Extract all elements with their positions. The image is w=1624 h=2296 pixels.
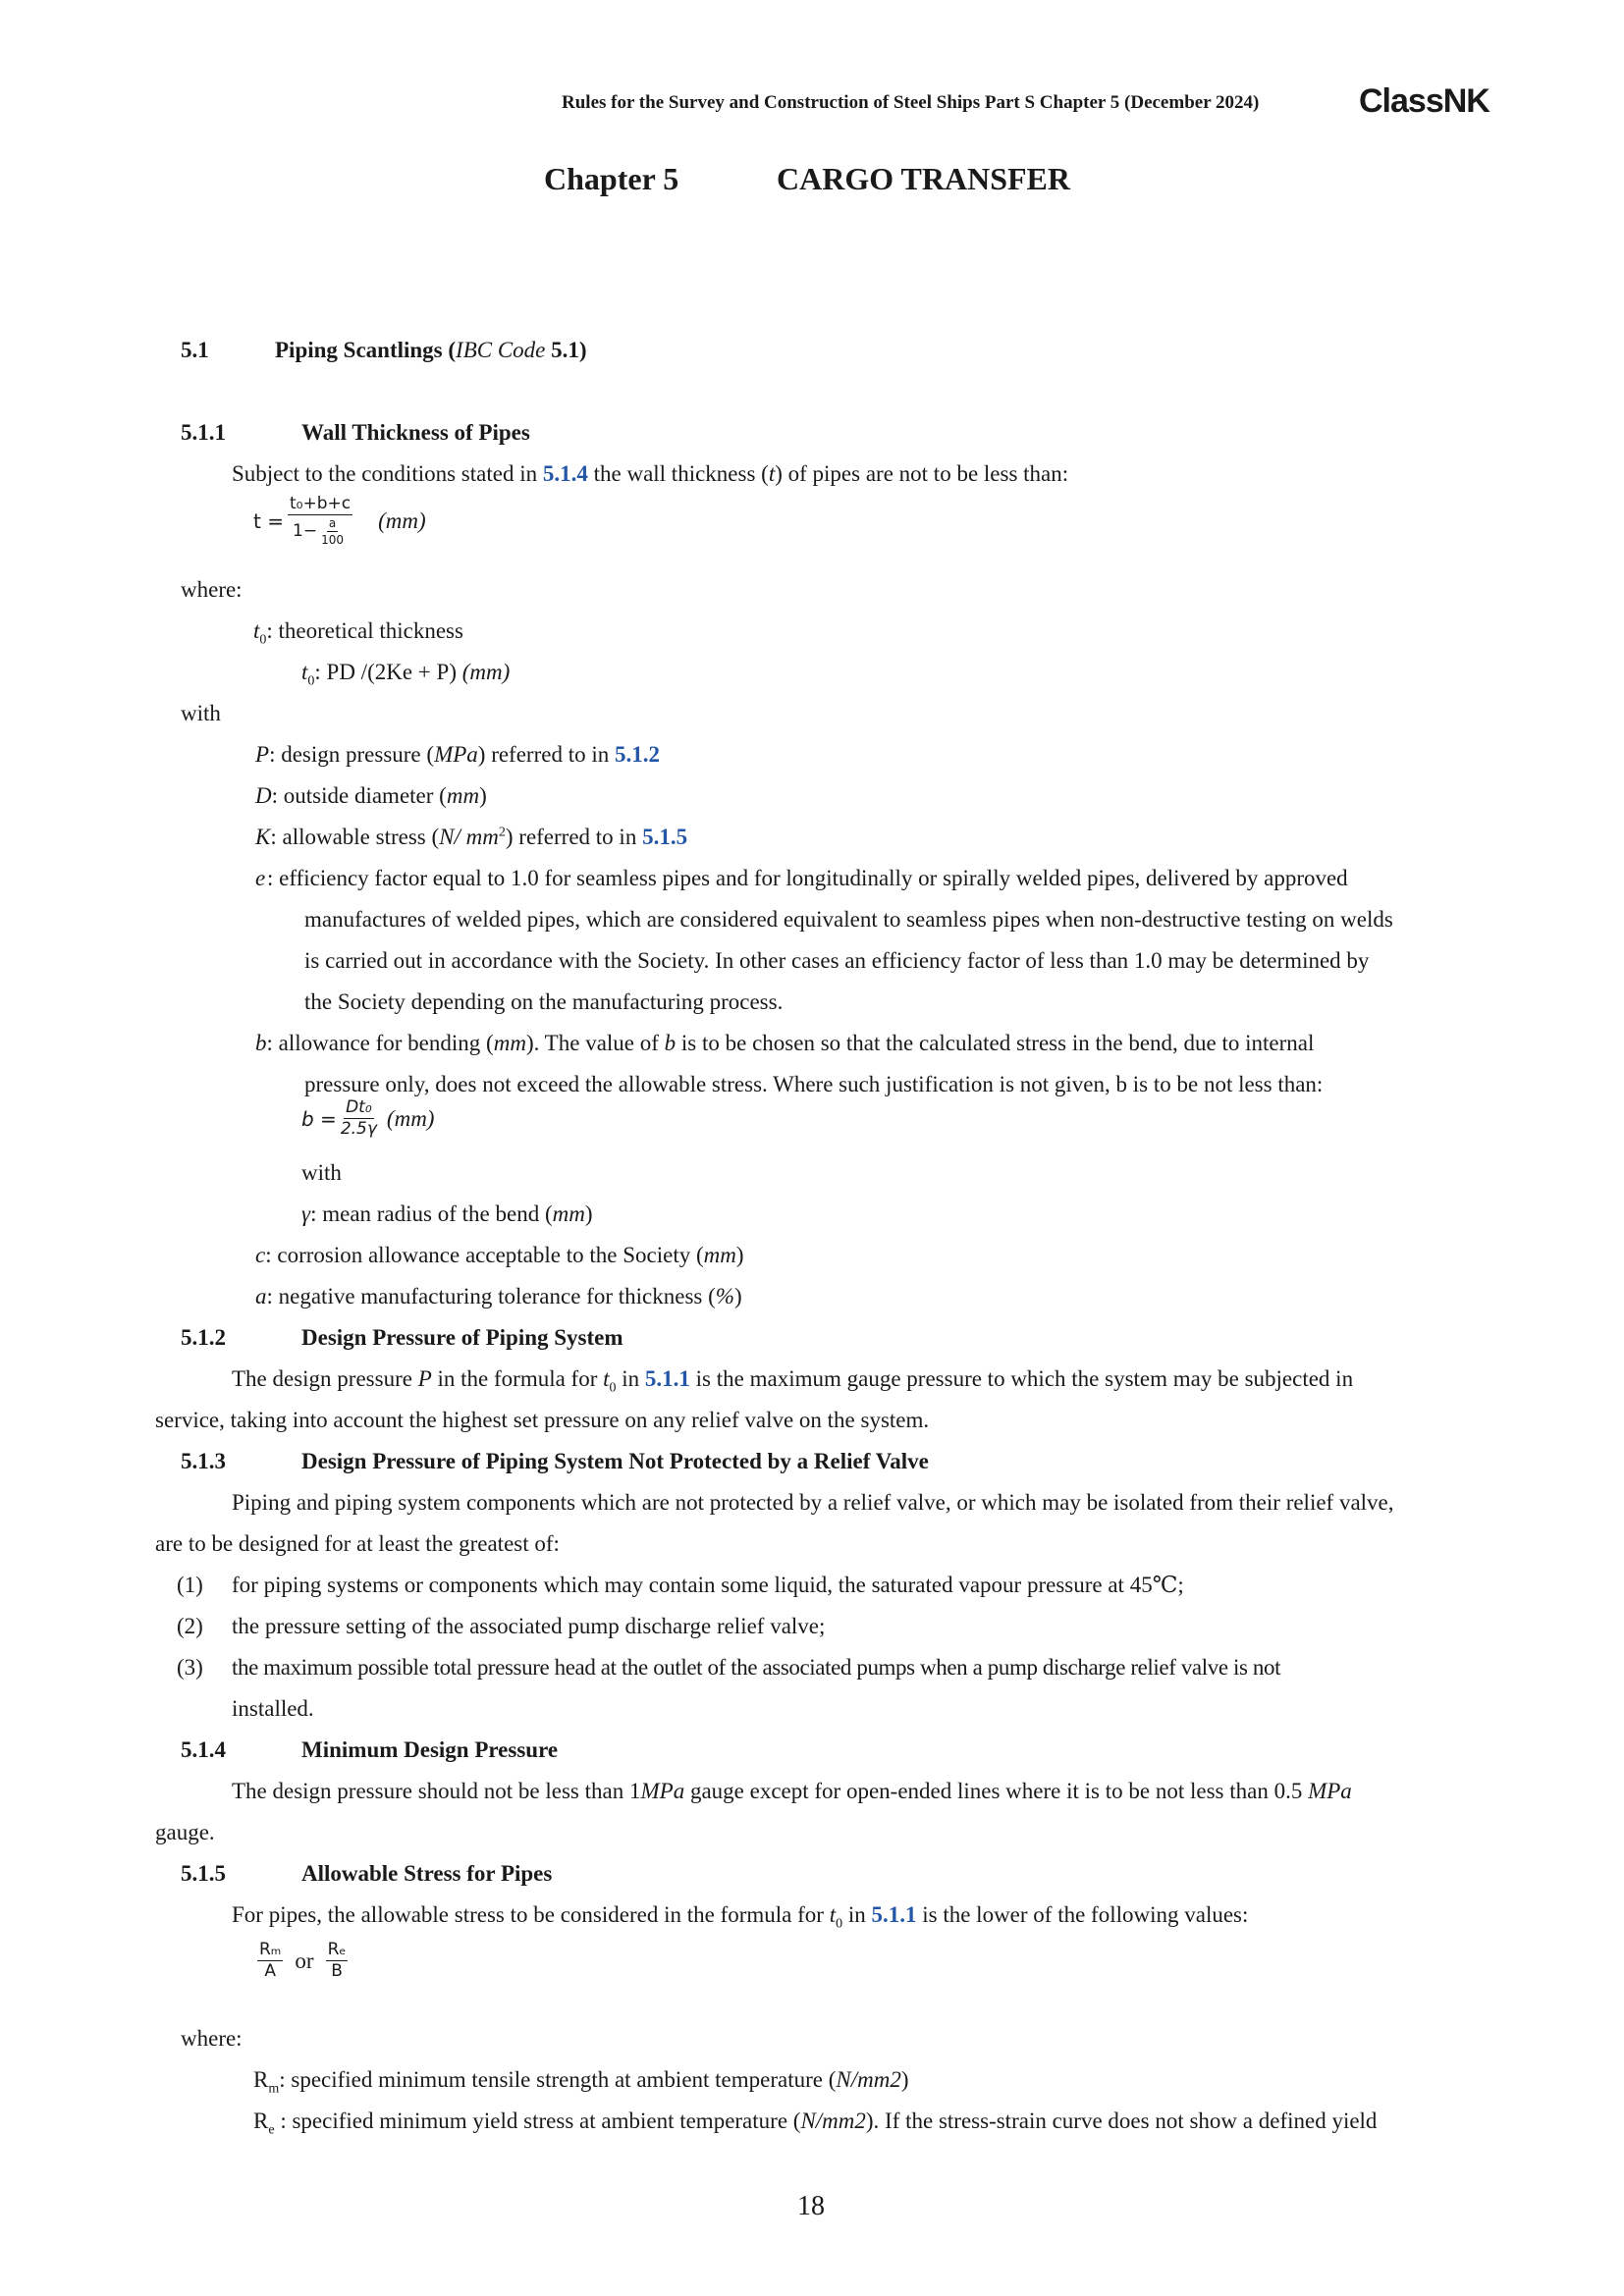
ref-5-1-5-link[interactable]: 5.1.5 [642, 825, 688, 849]
section-5-1-title: Piping Scantlings (IBC Code 5.1) [275, 338, 587, 362]
classnk-logo: ClassNK [1359, 82, 1489, 120]
ref-5-1-2-link[interactable]: 5.1.2 [614, 742, 660, 767]
list-item-2-text: the pressure setting of the associated pump discharge relief valve; [232, 1614, 826, 1638]
def-a: a: negative manufacturing tolerance for thickness (%) [255, 1284, 742, 1308]
where-label-2: where: [181, 2026, 243, 2051]
ref-5-1-1-link[interactable]: 5.1.1 [644, 1366, 690, 1391]
chapter-number: Chapter 5 [544, 161, 679, 196]
list-item-1-text: for piping systems or components which may contain some liquid, the saturated vapour pressure at 45℃; [232, 1573, 1184, 1597]
section-5-1-2-number: 5.1.2 [181, 1325, 226, 1350]
list-item-2-number: (2) [177, 1614, 203, 1638]
section-5-1-2-line-2: service, taking into account the highest set pressure on any relief valve on the system. [155, 1408, 930, 1432]
list-item-3-text-cont: installed. [232, 1696, 314, 1721]
def-P: P: design pressure (MPa) referred to in 5.1.2 [255, 742, 660, 767]
running-header: Rules for the Survey and Construction of Steel Ships Part S Chapter 5 (December 2024) [562, 92, 1260, 113]
def-c: c: corrosion allowance acceptable to the Society (mm) [255, 1243, 744, 1267]
section-5-1-5-title: Allowable Stress for Pipes [301, 1861, 553, 1886]
section-5-1-4-line-2: gauge. [155, 1820, 215, 1844]
section-5-1-2-line-1: The design pressure P in the formula for $t_0$ in 5.1.1 is the maximum gauge pressure to which the system may be subjected in [232, 1366, 1354, 1396]
section-5-1-1-number: 5.1.1 [181, 420, 226, 445]
section-5-1-4-number: 5.1.4 [181, 1737, 226, 1762]
section-5-1-3-line-2: are to be designed for at least the greatest of: [155, 1531, 560, 1556]
section-5-1-number: 5.1 [181, 338, 209, 362]
page-number: 18 [797, 2191, 825, 2221]
def-gamma: γ: mean radius of the bend (mm) [301, 1201, 593, 1226]
list-item-3-text: the maximum possible total pressure head at the outlet of the associated pumps when a pump discharge relief valve is not [232, 1655, 1281, 1680]
def-Rm: $R_m$: specified minimum tensile strength at ambient temperature (N/mm2) [253, 2067, 909, 2097]
def-t0: $t_0$: theoretical thickness [253, 618, 463, 648]
def-b-line-1: b: allowance for bending (mm). The value of b is to be chosen so that the calculated stress in the bend, due to internal [255, 1031, 1315, 1055]
chapter-title: CARGO TRANSFER [777, 161, 1070, 196]
def-K: K: allowable stress (N/ $mm^2$) referred to in 5.1.5 [255, 825, 688, 849]
section-5-1-4-line-1: The design pressure should not be less than 1MPa gauge except for open-ended lines where it is to be not less than 0.5 MPa [232, 1779, 1352, 1803]
def-e-line-1: : efficiency factor equal to 1.0 for seamless pipes and for longitudinally or spirally welded pipes, delivered by approved [267, 866, 1348, 890]
section-5-1-3-title: Design Pressure of Piping System Not Protected by a Relief Valve [301, 1449, 929, 1473]
section-5-1-1-title: Wall Thickness of Pipes [301, 420, 530, 445]
section-5-1-5-line-1: For pipes, the allowable stress to be considered in the formula for $t_0$ in 5.1.1 is the lower of the following values: [232, 1902, 1249, 1932]
def-e-line-3: is carried out in accordance with the Society. In other cases an efficiency factor of less than 1.0 may be determined by [304, 948, 1370, 973]
section-5-1-5-number: 5.1.5 [181, 1861, 226, 1886]
section-5-1-3-number: 5.1.3 [181, 1449, 226, 1473]
def-b-line-2: pressure only, does not exceed the allowable stress. Where such justification is not given, b is to be not less than: [304, 1072, 1324, 1096]
ref-5-1-4-link[interactable]: 5.1.4 [542, 461, 588, 486]
where-label: where: [181, 577, 243, 602]
bend-allowance-formula: b = $\frac{\text{Dt₀}}{2.5\gamma}$ (mm) [301, 1097, 435, 1139]
def-Re: $R_e$ : specified minimum yield stress at ambient temperature (N/mm2). If the stress-strain curve does not show a defined yield [253, 2109, 1378, 2138]
with-label: with [181, 701, 221, 725]
list-item-1-number: (1) [177, 1573, 203, 1597]
def-e-line-4: the Society depending on the manufacturing process. [304, 989, 784, 1014]
section-5-1-3-line-1: Piping and piping system components which are not protected by a relief valve, or which may be isolated from their relief valve, [232, 1490, 1394, 1515]
def-e-line-2: manufactures of welded pipes, which are considered equivalent to seamless pipes when non-destructive testing on welds [304, 907, 1393, 932]
def-D: D: outside diameter (mm) [255, 783, 487, 808]
wall-thickness-formula: t = t₀+b+c 1− $\frac{a}{100}$ (mm) [253, 494, 426, 547]
section-5-1-1-intro: Subject to the conditions stated in 5.1.4 the wall thickness (t) of pipes are not to be less than: [232, 461, 1069, 486]
ref-5-1-1-link-2[interactable]: 5.1.1 [871, 1902, 917, 1927]
def-e-symbol: e [255, 866, 266, 890]
allowable-stress-formula: $\frac{\text{Rₘ}}{A}$ or $\frac{\text{Rₑ}}{B}$ [259, 1940, 347, 1981]
section-5-1-4-title: Minimum Design Pressure [301, 1737, 559, 1762]
section-5-1-2-title: Design Pressure of Piping System [301, 1325, 623, 1350]
def-t0-formula: $t_0$: PD /(2Ke + P) (mm) [301, 660, 511, 689]
list-item-3-number: (3) [177, 1655, 203, 1680]
def-b-with: with [301, 1160, 342, 1185]
